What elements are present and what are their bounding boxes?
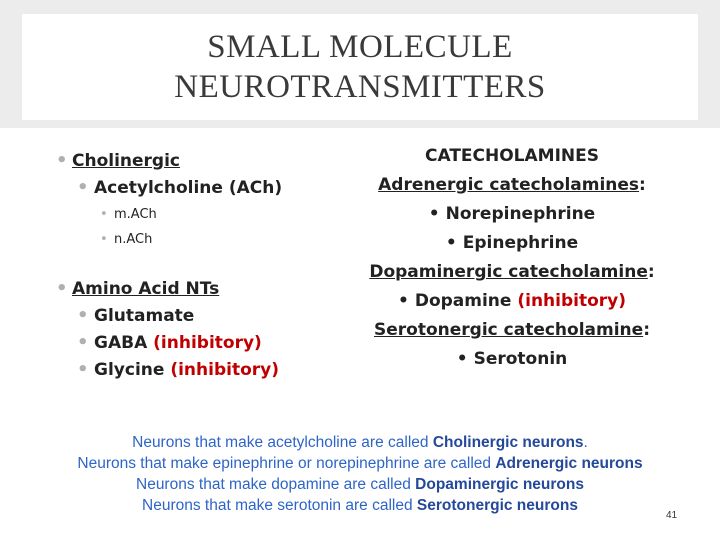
list-item xyxy=(56,357,356,384)
inhibitory-note: (inhibitory) xyxy=(517,291,627,311)
epinephrine-label: Epinephrine xyxy=(462,233,579,253)
bullet-icon: • xyxy=(456,349,468,369)
slide-title xyxy=(22,14,698,120)
bullet-icon: • xyxy=(77,332,89,353)
left-column xyxy=(56,148,356,384)
list-item xyxy=(56,175,356,202)
norepinephrine-label: Norepinephrine xyxy=(445,204,596,224)
caption-line: Neurons that make epinephrine or norepinephrine are called Adrenergic neurons xyxy=(77,455,643,472)
caption-term: Cholinergic neurons xyxy=(432,434,584,451)
caption-line: Neurons that make serotonin are called Serotonergic neurons xyxy=(142,497,578,514)
caption-term: Adrenergic neurons xyxy=(495,455,643,472)
bullet-icon: • xyxy=(445,233,457,253)
list-item xyxy=(56,330,356,357)
caption-term: Dopaminergic neurons xyxy=(415,476,584,493)
bullet-icon: • xyxy=(77,359,89,380)
caption-term: Serotonergic neurons xyxy=(416,497,578,514)
caption-block xyxy=(0,432,720,516)
amino-heading: Amino Acid NTs xyxy=(72,279,220,299)
bullet-icon: • xyxy=(100,232,108,247)
bullet-icon: • xyxy=(100,207,108,222)
title-line-2: NEUROTRANSMITTERS xyxy=(174,69,546,105)
bullet-icon: • xyxy=(56,150,68,171)
list-item xyxy=(362,229,662,258)
amino-heading-item xyxy=(56,276,356,303)
list-item xyxy=(362,200,662,229)
acetylcholine-label: Acetylcholine (ACh) xyxy=(94,178,283,198)
bullet-icon: • xyxy=(77,305,89,326)
list-item xyxy=(56,303,356,330)
list-item xyxy=(56,227,356,252)
bullet-icon: • xyxy=(56,278,68,299)
cholinergic-heading-item xyxy=(56,148,356,175)
catecholamines-heading: CATECHOLAMINES xyxy=(425,146,599,166)
cholinergic-heading: Cholinergic xyxy=(72,151,181,171)
list-item xyxy=(362,287,662,316)
gaba-label: GABA xyxy=(94,333,148,353)
page-number: 41 xyxy=(666,510,678,521)
caption-line: Neurons that make acetylcholine are called Cholinergic neurons. xyxy=(132,434,588,451)
serotonin-label: Serotonin xyxy=(473,349,568,369)
bullet-icon: • xyxy=(428,204,440,224)
adrenergic-label: Adrenergic catecholamines xyxy=(378,175,640,195)
dopamine-label: Dopamine xyxy=(414,291,512,311)
inhibitory-note: (inhibitory) xyxy=(170,360,279,380)
serotonergic-label: Serotonergic catecholamine xyxy=(374,320,644,340)
dopaminergic-label: Dopaminergic catecholamine xyxy=(369,262,648,282)
inhibitory-note: (inhibitory) xyxy=(153,333,262,353)
mach-label: m.ACh xyxy=(114,207,157,222)
glutamate-label: Glutamate xyxy=(94,306,195,326)
glycine-label: Glycine xyxy=(94,360,165,380)
right-column xyxy=(362,142,662,374)
title-line-1: SMALL MOLECULE xyxy=(207,29,513,65)
list-item xyxy=(56,202,356,227)
dopaminergic-label-line: Dopaminergic catecholamine: xyxy=(369,262,655,282)
serotonergic-label-line: Serotonergic catecholamine: xyxy=(374,320,650,340)
bullet-icon: • xyxy=(77,177,89,198)
adrenergic-label-line: Adrenergic catecholamines: xyxy=(378,175,646,195)
bullet-icon: • xyxy=(397,291,409,311)
nach-label: n.ACh xyxy=(114,232,153,247)
caption-line: Neurons that make dopamine are called Dopaminergic neurons xyxy=(136,476,584,493)
list-item xyxy=(362,345,662,374)
